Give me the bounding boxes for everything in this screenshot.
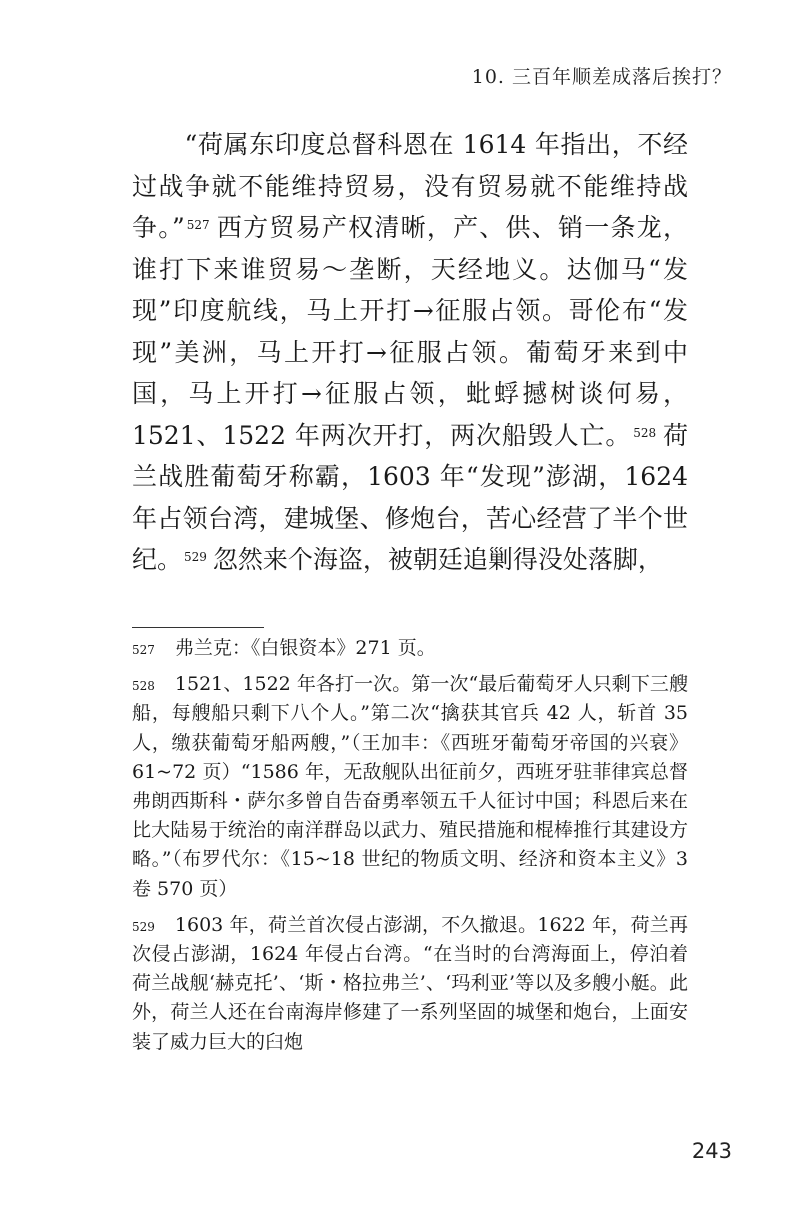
footnotes bbox=[132, 634, 688, 1064]
body-segment-3: 荷兰战胜葡萄牙称霸，1603 年“发现”澎湖，1624 年占领台湾，建城堡、修炮台，苦心经营了半个世纪。 bbox=[132, 420, 688, 574]
body-segment-4: 忽然来个海盗，被朝廷追剿得没处落脚， bbox=[212, 545, 663, 574]
footnote-ref-529[interactable]: 529 bbox=[184, 550, 207, 564]
body-segment-2: 西方贸易产权清晰，产、供、销一条龙，谁打下来谁贸易～垄断，天经地义。达伽马“发现”印度航线，马上开打→征服占领。哥伦布“发现”美洲，马上开打→征服占领。葡萄牙来到中国，马上开打→征服占领，蚍蜉撼树谈何易，1521、1522 年两次开打，两次船毁人亡。 bbox=[132, 213, 688, 450]
footnote-text: 1521、1522 年各打一次。第一次“最后葡萄牙人只剩下三艘船，每艘船只剩下八个人。”第二次“擒获其官兵 42 人，斩首 35 人，缴获葡萄牙船两艘，”（王加丰：《西班牙葡萄牙帝国的兴衰》61~72 页）“1586 年，无敌舰队出征前夕，西班牙驻菲律宾总督弗朗西斯科・萨尔多曾自告奋勇率领五千人征讨中国；科恩后来在比大陆易于统治的南洋群岛以武力、殖民措施和棍棒推行其建设方略。”（布罗代尔：《15~18 世纪的物质文明、经济和资本主义》3 卷 570 页） bbox=[132, 673, 688, 900]
footnote-number: 528 bbox=[132, 679, 155, 694]
footnote-separator bbox=[132, 627, 264, 628]
body-paragraph bbox=[132, 124, 688, 581]
page-number: 243 bbox=[691, 1139, 732, 1163]
main-body bbox=[132, 124, 688, 581]
footnote-text: 弗兰克：《白银资本》271 页。 bbox=[174, 637, 436, 659]
footnote-527 bbox=[132, 634, 688, 663]
body-segment-1: “荷属东印度总督科恩在 1614 年指出，不经过战争就不能维持贸易，没有贸易就不能维持战争。” bbox=[132, 130, 688, 242]
footnote-number: 527 bbox=[132, 643, 155, 657]
footnote-529 bbox=[132, 911, 688, 1057]
footnote-ref-528[interactable]: 528 bbox=[633, 425, 657, 440]
footnote-text: 1603 年，荷兰首次侵占澎湖，不久撤退。1622 年，荷兰再次侵占澎湖，1624 年侵占台湾。“在当时的台湾海面上，停泊着荷兰战舰‘赫克托’、‘斯・格拉弗兰’、‘玛利亚’等以及多艘小艇。此外，荷兰人还在台南海岸修建了一系列坚固的城堡和炮台，上面安装了威力巨大的臼炮 bbox=[132, 913, 688, 1053]
footnote-528 bbox=[132, 670, 688, 904]
footnote-ref-527[interactable]: 527 bbox=[186, 218, 210, 232]
running-header: 10. 三百年顺差成落后挨打？ bbox=[471, 66, 732, 88]
footnote-number: 529 bbox=[132, 919, 155, 934]
